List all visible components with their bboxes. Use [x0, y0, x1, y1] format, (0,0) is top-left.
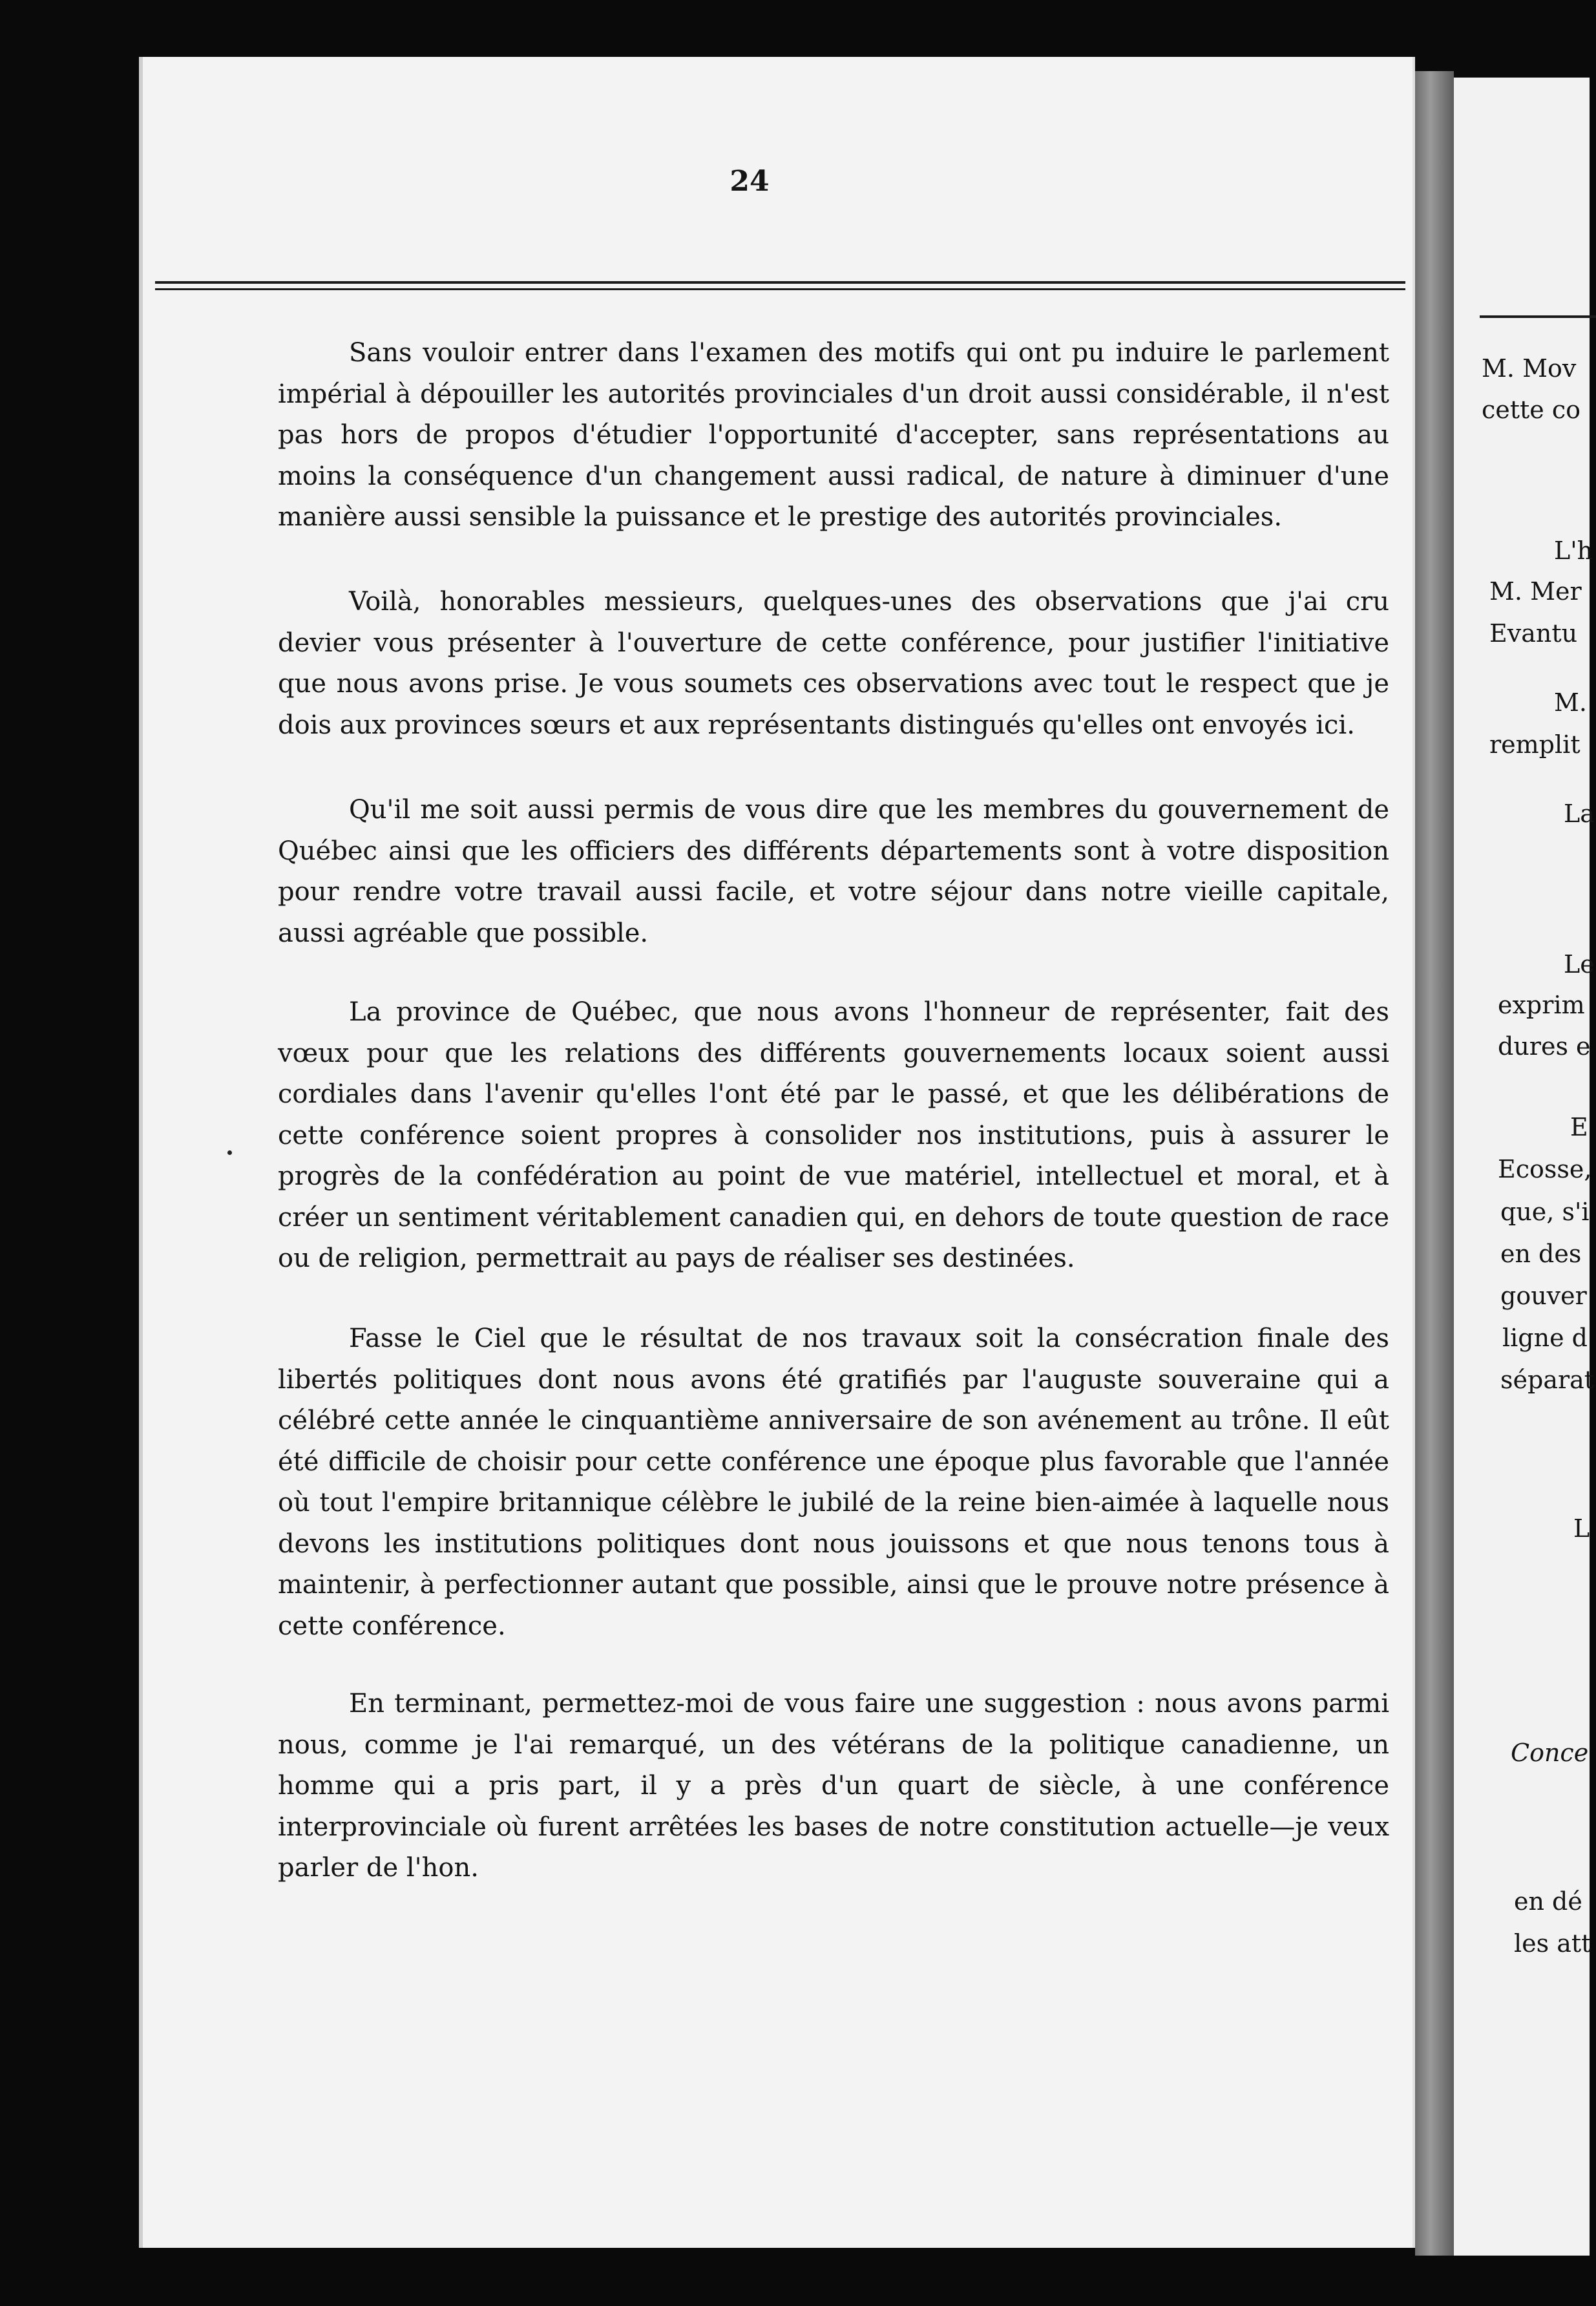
- facing-line: dures e: [1498, 1032, 1591, 1061]
- facing-line: Le: [1564, 950, 1595, 978]
- header-double-rule: [155, 281, 1405, 293]
- facing-line: cette co: [1482, 396, 1581, 424]
- paragraph-5: Fasse le Ciel que le résultat de nos travaux soit la consécration finale des libertés politiques dont nous avons été gratifiés par l'auguste souveraine qui a célébré cette année le cinquantième anniversaire de son avénement au trône. Il eût été difficile de choisir pour cette conférence une époque plus favorable que l'année où tout l'empire britannique célèbre le jubilé de la reine bien-aimée à laquelle nous devons les institutions politiques dont nous jouissons et que nous tenons tous à maintenir, à perfectionner autant que possible, ainsi que le prouve notre présence à cette conférence.: [278, 1324, 1389, 1641]
- facing-line: que, s'i: [1500, 1198, 1590, 1226]
- facing-line: Conce: [1511, 1739, 1589, 1767]
- facing-line: M. Mov: [1482, 354, 1577, 383]
- page-number: 24: [730, 165, 770, 198]
- paragraph-4: La province de Québec, que nous avons l'honneur de représenter, fait des vœux pour que les relations des différents gouvernements locaux soient aussi cordiales dans l'avenir qu'elles l'ont été par le passé, et que les délibérations de cette conférence soient propres à consolider nos institutions, puis à assurer le progrès de la confédération au point de vue matériel, intellectuel et moral, et à créer un sentiment véritablement canadien qui, en dehors de toute question de race ou de religion, permettrait au pays de réaliser ses destinées.: [278, 997, 1389, 1273]
- facing-line: E: [1570, 1113, 1588, 1141]
- facing-line: ligne d: [1502, 1324, 1588, 1352]
- facing-line: La: [1564, 799, 1595, 828]
- book-spine: [1415, 71, 1454, 2256]
- facing-line: L: [1573, 1514, 1590, 1543]
- facing-line: M. Mer: [1489, 577, 1582, 606]
- facing-line: L'h: [1554, 536, 1593, 565]
- facing-line: en des: [1500, 1240, 1582, 1268]
- facing-line: gouver: [1500, 1282, 1587, 1310]
- paragraph-6: En terminant, permettez-moi de vous faire une suggestion : nous avons parmi nous, comme je l'ai remarqué, un des vétérans de la politique canadienne, un homme qui a pris part, il y a près d'un quart de siècle, à une conférence interprovinciale où furent arrêtées les bases de notre constitution actuelle—je veux parler de l'hon.: [278, 1689, 1389, 1883]
- paragraph-2: Voilà, honorables messieurs, quelques-unes des observations que j'ai cru devier vous présenter à l'ouverture de cette conférence, pour justifier l'initiative que nous avons prise. Je vous soumets ces observations avec tout le respect que je dois aux provinces sœurs et aux représentants distingués qu'elles ont envoyés ici.: [278, 587, 1389, 740]
- facing-page-rule: [1480, 315, 1596, 318]
- ink-speck: [227, 1150, 232, 1155]
- facing-line: les att: [1514, 1929, 1591, 1958]
- facing-line: Ecosse,: [1498, 1155, 1592, 1183]
- facing-line: remplit: [1489, 730, 1580, 759]
- paragraph-3: Qu'il me soit aussi permis de vous dire que les membres du gouvernement de Québec ainsi que les officiers des différents départements sont à votre disposition pour rendre votre travail aussi facile, et votre séjour dans notre vieille capitale, aussi agréable que possible.: [278, 795, 1389, 948]
- facing-line: Evantu: [1489, 619, 1578, 648]
- paragraph-1: Sans vouloir entrer dans l'examen des motifs qui ont pu induire le parlement impérial à dépouiller les autorités provinciales d'un droit aussi considérable, il n'est pas hors de propos d'étudier l'opportunité d'accepter, sans représentations au moins la conséquence d'un changement aussi radical, de nature à diminuer d'une manière aussi sensible la puissance et le prestige des autorités provinciales.: [278, 338, 1389, 532]
- facing-line: en dé: [1514, 1887, 1582, 1916]
- facing-line: M.: [1554, 688, 1587, 717]
- facing-line: exprim: [1498, 991, 1585, 1019]
- facing-line: séparat: [1500, 1366, 1595, 1394]
